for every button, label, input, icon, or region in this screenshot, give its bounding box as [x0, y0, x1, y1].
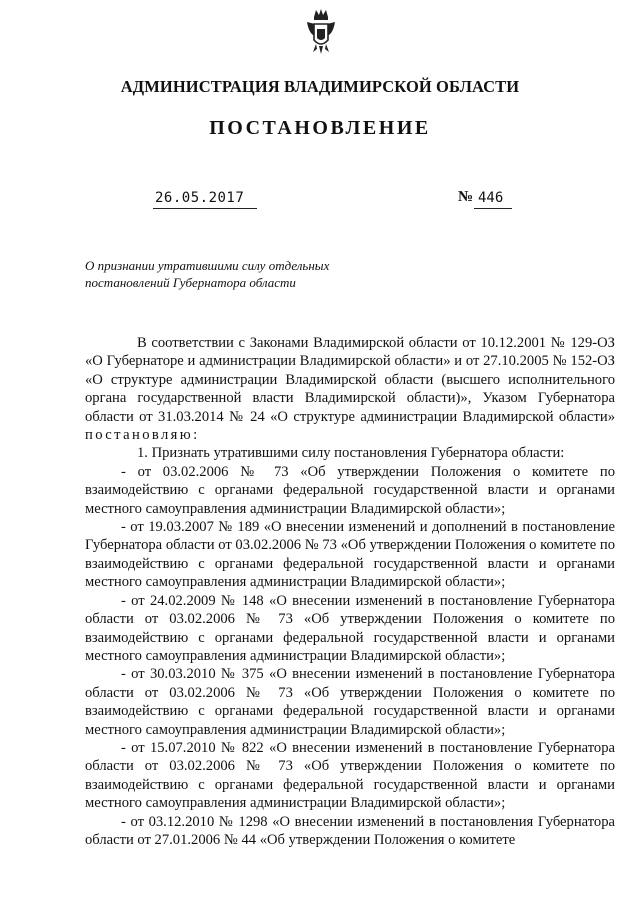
subject-line: постановлений Губернатора области	[85, 275, 296, 290]
document-subject	[85, 257, 329, 291]
list-entry: - от 30.03.2010 № 375 «О внесении изменений в постановление Губернатора области от 03.02.2006 № 73 «Об утверждении Положения о комитете по взаимодействию с органами федеральной государственной власти и органами местного самоуправления администрации Владимирской области»;	[85, 666, 615, 738]
list-entry: - от 15.07.2010 № 822 «О внесении изменений в постановление Губернатора области от 03.02.2006 № 73 «Об утверждении Положения о комитете по взаимодействию с органами федеральной государственной власти и органами местного самоуправления администрации Владимирской области»;	[85, 739, 615, 812]
number-label: №	[458, 189, 474, 205]
list-entry: - от 19.03.2007 № 189 «О внесении изменений и дополнений в постановление Губернатора области от 03.02.2006 № 73 «Об утверждении Положения о комитете по взаимодействию с органами федеральной государственной власти и органами местного самоуправления администрации Владимирской области»;	[85, 519, 615, 591]
coat-of-arms-icon	[305, 8, 337, 58]
list-entry: - от 03.02.2006 № 73 «Об утверждении Положения о комитете по взаимодействию с органами федеральной государственной власти и органами местного самоуправления администрации Владимирской области»;	[85, 463, 615, 517]
document-type-title: ПОСТАНОВЛЕНИЕ	[209, 117, 431, 139]
list-entry: - от 24.02.2009 № 148 «О внесении изменений в постановление Губернатора области от 03.02.2006 № 73 «Об утверждении Положения о комитете по взаимодействию с органами федеральной государственной власти и органами местного самоуправления администрации Владимирской области»;	[85, 592, 615, 664]
subject-line: О признании утратившими силу отдельных	[85, 258, 330, 273]
document-date: 26.05.2017	[155, 190, 245, 206]
intro-spaced-word: постановляю:	[85, 427, 200, 444]
intro-paragraph	[85, 334, 615, 444]
date-underline	[153, 208, 257, 209]
organization-title: АДМИНИСТРАЦИЯ ВЛАДИМИРСКОЙ ОБЛАСТИ	[120, 77, 520, 96]
number-underline	[474, 208, 512, 209]
document-number: 446	[478, 190, 504, 206]
item-1: 1. Признать утратившими силу постановления Губернатора области:	[137, 445, 565, 462]
intro-text: В соответствии с Законами Владимирской области от 10.12.2001 № 129-ОЗ «О Губернаторе и администрации Владимирской области» и от 27.10.2005 № 152-ОЗ «О структуре администрации Владимирской области (высшего исполнительного органа государственной власти Владимирской области)», Указом Губернатора области от 31.03.2014 № 24 «О структуре администрации Владимирской области»	[85, 335, 615, 425]
document-body	[85, 334, 615, 849]
list-entry: - от 03.12.2010 № 1298 «О внесении изменений в постановления Губернатора области от 27.01.2006 № 44 «Об утверждении Положения о комитете	[85, 813, 615, 848]
